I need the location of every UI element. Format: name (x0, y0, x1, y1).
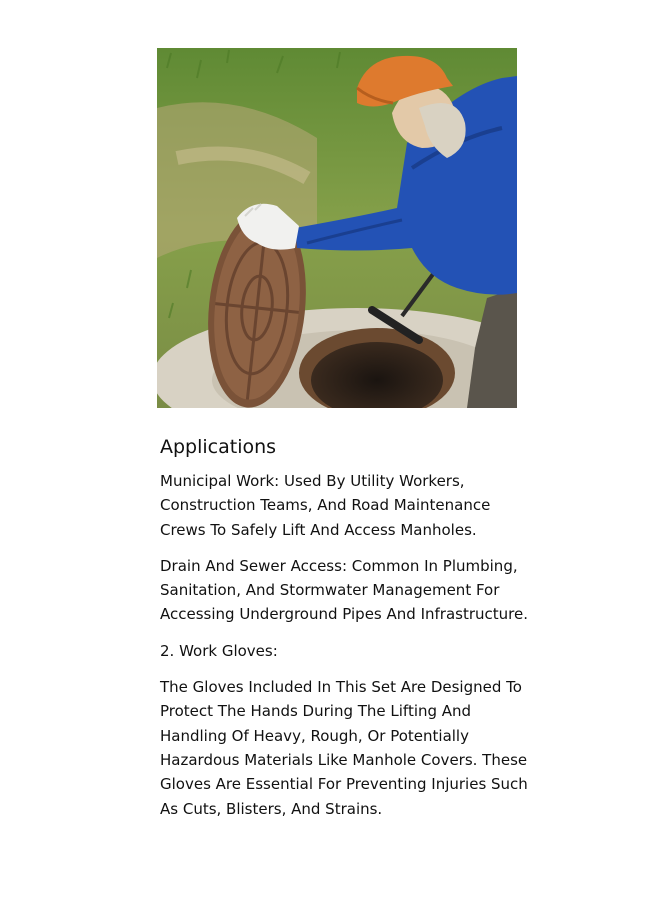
subheading-work-gloves: 2. Work Gloves: (160, 641, 278, 660)
paragraph-drain-sewer-access: Drain And Sewer Access: Common In Plumbing, Sanitation, And Stormwater Management For Accessing Underground Pipes And Infrastructure. (160, 556, 528, 624)
applications-section (160, 434, 540, 833)
paragraph-municipal-work: Municipal Work: Used By Utility Workers, Construction Teams, And Road Maintenance Crews To Safely Lift And Access Manholes. (160, 472, 491, 539)
paragraph-gloves-description: The Gloves Included In This Set Are Designed To Protect The Hands During The Lifting And Handling Of Heavy, Rough, Or Potentially Hazardous Materials Like Manhole Covers. These Gloves Are Essential For Preventing Injuries Such As Cuts, Blisters, And Strains. (160, 678, 528, 818)
section-heading: Applications (160, 436, 277, 458)
product-photo (157, 48, 517, 408)
manhole-worker-photo (157, 48, 517, 408)
